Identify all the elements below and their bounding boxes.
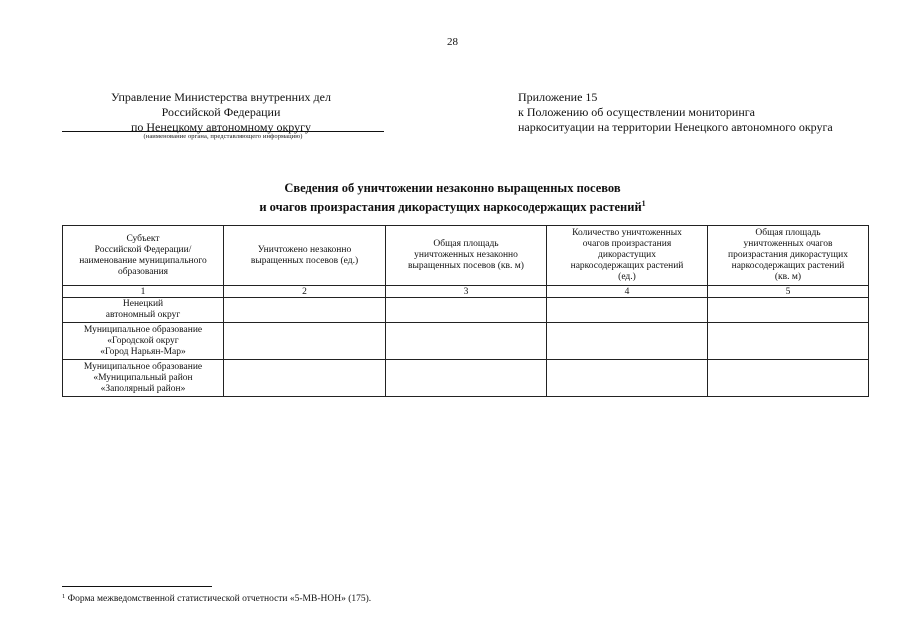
- document-title: [0, 180, 905, 215]
- data-cell[interactable]: [224, 360, 386, 397]
- column-number-row: [63, 286, 869, 298]
- header-cell-wild-foci-area: Общая площадь уничтоженных очагов произрастания дикорастущих наркосодержащих растений (кв. м): [708, 226, 869, 286]
- data-cell[interactable]: [708, 298, 869, 323]
- column-number: 4: [547, 286, 708, 298]
- column-number: 3: [386, 286, 547, 298]
- table-row: [63, 360, 869, 397]
- footnote-mark: 1: [62, 593, 66, 600]
- header-cell-crops-area: Общая площадь уничтоженных незаконно выращенных посевов (кв. м): [386, 226, 547, 286]
- column-number: 1: [63, 286, 224, 298]
- title-line: и очагов произрастания дикорастущих наркосодержащих растений$^1$: [259, 199, 646, 214]
- page-number: 28: [447, 36, 458, 48]
- data-cell[interactable]: [386, 298, 547, 323]
- organization-line: по Ненецкому автономному округу: [130, 120, 312, 134]
- organization-caption: (наименование органа, представляющего информацию): [143, 133, 303, 140]
- row-name-cell: Муниципальное образование «Городской округ «Город Нарьян-Мар»: [63, 323, 224, 360]
- table-row: [63, 323, 869, 360]
- organization-name: [68, 90, 374, 135]
- organization-line: Управление Министерства внутренних дел: [111, 90, 331, 104]
- column-number: 5: [708, 286, 869, 298]
- footnote-divider: [62, 586, 212, 587]
- title-line: Сведения об уничтожении незаконно выращенных посевов: [284, 181, 621, 195]
- data-cell[interactable]: [708, 323, 869, 360]
- header-cell-destroyed-crops: Уничтожено незаконно выращенных посевов (ед.): [224, 226, 386, 286]
- appendix-line: Приложение 15: [518, 90, 598, 104]
- data-cell[interactable]: [224, 298, 386, 323]
- header-cell-subject: Субъект Российской Федерации/ наименование муниципального образования: [63, 226, 224, 286]
- data-cell[interactable]: [547, 360, 708, 397]
- header-cell-wild-foci-count: Количество уничтоженных очагов произрастания дикорастущих наркосодержащих растений (ед.): [547, 226, 708, 286]
- data-cell[interactable]: [386, 323, 547, 360]
- table-row: [63, 298, 869, 323]
- data-cell[interactable]: [708, 360, 869, 397]
- organization-underline: [62, 131, 384, 132]
- table-header-row: [63, 226, 869, 286]
- data-cell[interactable]: [224, 323, 386, 360]
- footnote: [62, 593, 371, 604]
- row-name-cell: Ненецкий автономный округ: [63, 298, 224, 323]
- footnote-text: Форма межведомственной статистической отчетности «5-МВ-НОН» (175).: [67, 594, 372, 604]
- row-name-cell: Муниципальное образование «Муниципальный район «Заполярный район»: [63, 360, 224, 397]
- appendix-reference: [518, 90, 868, 135]
- appendix-line: наркоситуации на территории Ненецкого автономного округа: [518, 120, 833, 134]
- data-cell[interactable]: [386, 360, 547, 397]
- appendix-line: к Положению об осуществлении мониторинга: [518, 105, 756, 119]
- footnote-mark: 1: [641, 199, 646, 208]
- column-number: 2: [224, 286, 386, 298]
- data-cell[interactable]: [547, 323, 708, 360]
- data-cell[interactable]: [547, 298, 708, 323]
- organization-line: Российской Федерации: [161, 105, 281, 119]
- report-table: [62, 225, 869, 397]
